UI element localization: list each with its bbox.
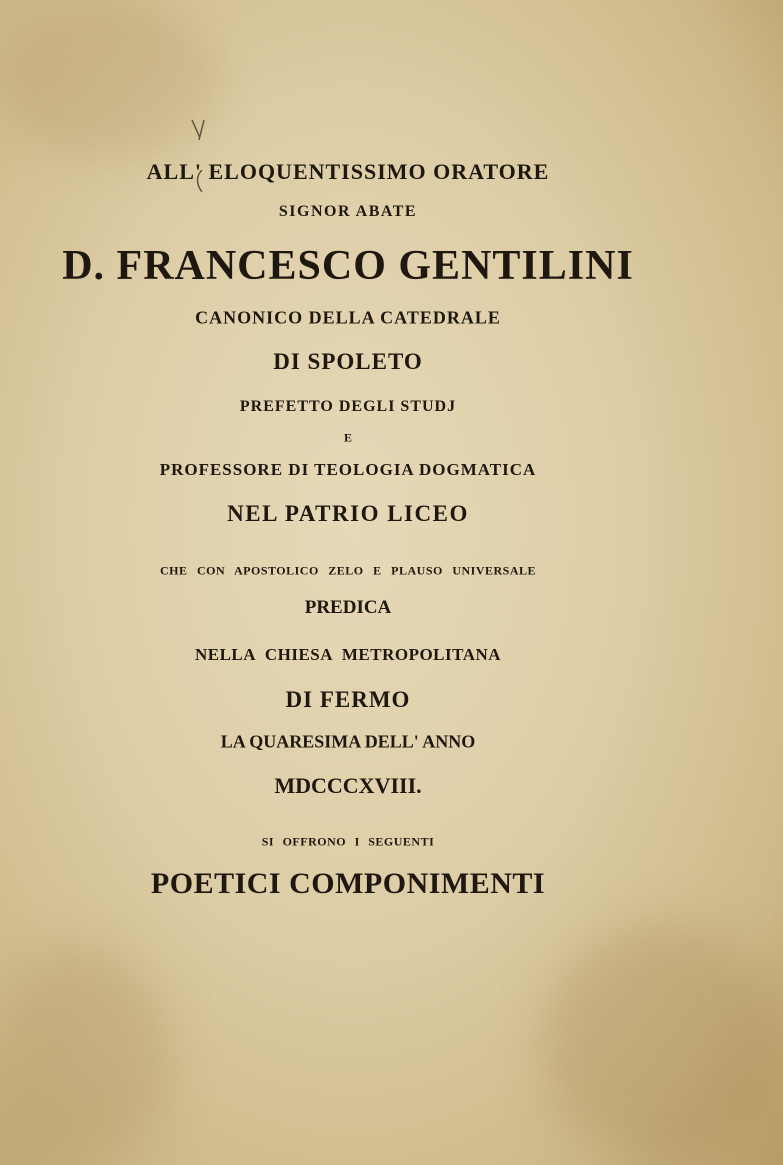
- dedicatee-name: D. FRANCESCO GENTILINI: [62, 243, 634, 289]
- title-line: PREFETTO DEGLI STUDJ: [239, 398, 457, 415]
- paper-stain: [543, 925, 783, 1165]
- dedication-line: ALL' ELOQUENTISSIMO ORATORE: [146, 159, 550, 184]
- paper-stain: [0, 0, 220, 160]
- church-line: NELLA CHIESA METROPOLITANA: [194, 645, 502, 664]
- place-line: DI SPOLETO: [273, 349, 423, 374]
- institution-line: NEL PATRIO LICEO: [227, 501, 469, 526]
- work-title: POETICI COMPONIMENTI: [150, 867, 546, 900]
- action-line: PREDICA: [304, 597, 392, 618]
- season-line: LA QUARESIMA DELL' ANNO: [220, 731, 476, 752]
- conjunction-line: E: [343, 430, 353, 445]
- city-line: DI FERMO: [285, 687, 411, 712]
- title-line: PROFESSORE DI TEOLOGIA DOGMATICA: [159, 460, 537, 479]
- year-line: MDCCCXVIII.: [274, 773, 422, 798]
- title-line: CANONICO DELLA CATEDRALE: [195, 307, 501, 328]
- paper-stain: [0, 945, 170, 1165]
- offering-line: SI OFFRONO I SEGUENTI: [261, 834, 435, 849]
- honorific-line: SIGNOR ABATE: [278, 203, 418, 220]
- description-line: CHE CON APOSTOLICO ZELO E PLAUSO UNIVERSALE: [159, 563, 537, 578]
